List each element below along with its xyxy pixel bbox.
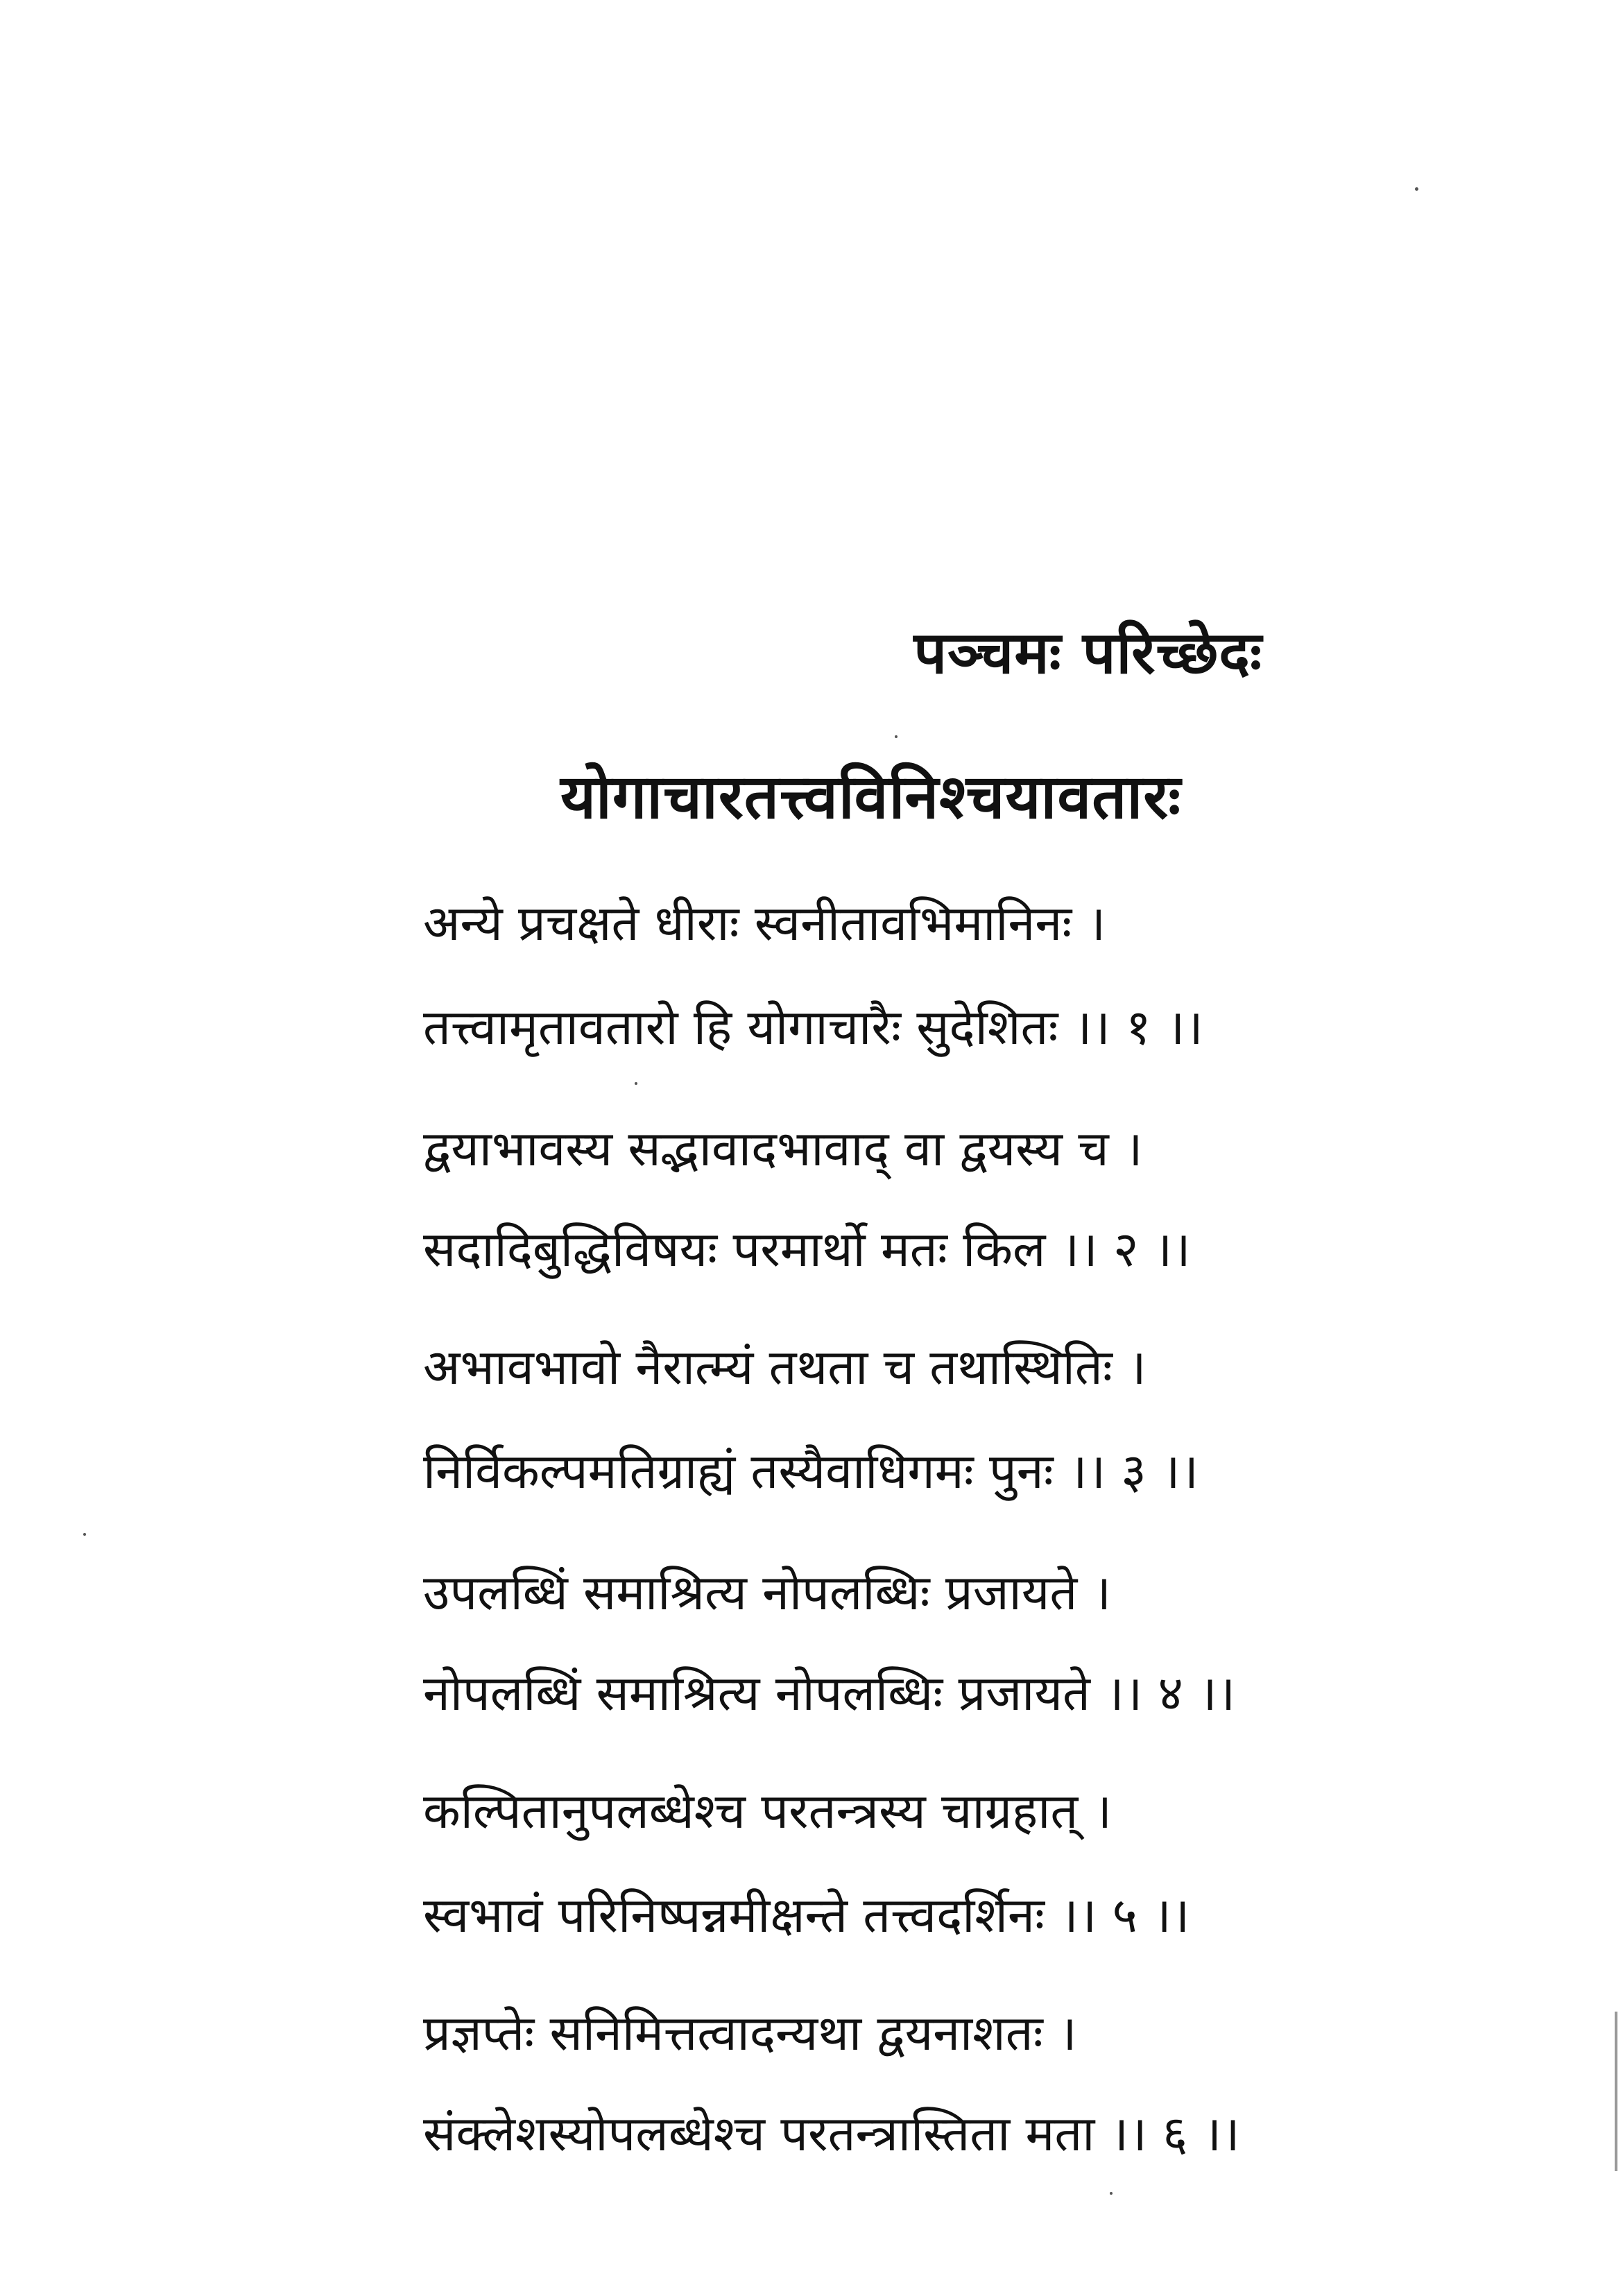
scan-speck bbox=[83, 1533, 86, 1536]
verse-5-line-2: स्वभावं परिनिष्पन्नमीक्षन्ते तत्त्वदर्शिनः ।। ५ ।। bbox=[423, 1887, 1190, 1944]
scan-speck bbox=[1110, 2192, 1113, 2195]
verse-4-line-1: उपलब्धिं समाश्रित्य नोपलब्धिः प्रजायते । bbox=[423, 1564, 1112, 1621]
verse-4-line-2: नोपलब्धिं समाश्रित्य नोपलब्धिः प्रजायते ।। ४ ।। bbox=[423, 1665, 1236, 1722]
verse-6-line-2: संक्लेशस्योपलब्धेश्च परतन्त्रास्तिता मता ।। ६ ।। bbox=[423, 2105, 1240, 2162]
scan-speck bbox=[635, 1082, 637, 1085]
scan-speck bbox=[1415, 187, 1418, 191]
verse-3-line-2: निर्विकल्पमतिग्राह्यं तस्यैवाधिगमः पुनः ।। ३ ।। bbox=[423, 1443, 1199, 1500]
verse-5-line-1: कल्पितानुपलब्धेश्च परतन्त्रस्य चाग्रहात् । bbox=[423, 1783, 1113, 1840]
verse-2-line-1: द्वयाभावस्य सद्भावादभावाद् वा द्वयस्य च । bbox=[423, 1120, 1143, 1177]
scan-speck bbox=[895, 735, 898, 738]
verse-1-line-1: अन्ये प्रचक्षते धीराः स्वनीतावभिमानिनः । bbox=[423, 895, 1106, 952]
scan-edge-mark bbox=[1615, 2012, 1617, 2171]
verse-1-line-2: तत्त्वामृतावतारो हि योगाचारैः सुदेशितः ।। १ ।। bbox=[423, 999, 1203, 1056]
verse-6-line-1: प्रज्ञप्तेः सनिमित्तत्वादन्यथा द्वयनाशतः । bbox=[423, 2005, 1077, 2062]
verse-3-line-1: अभावभावो नैरात्म्यं तथता च तथास्थितिः । bbox=[423, 1339, 1147, 1396]
verse-2-line-2: सदादिबुद्धिविषयः परमार्थो मतः किल ।। २ ।। bbox=[423, 1221, 1191, 1278]
work-title: योगाचारतत्त्वविनिश्चयावतारः bbox=[560, 760, 1182, 832]
chapter-title: पञ्चमः परिच्छेदः bbox=[913, 618, 1262, 687]
